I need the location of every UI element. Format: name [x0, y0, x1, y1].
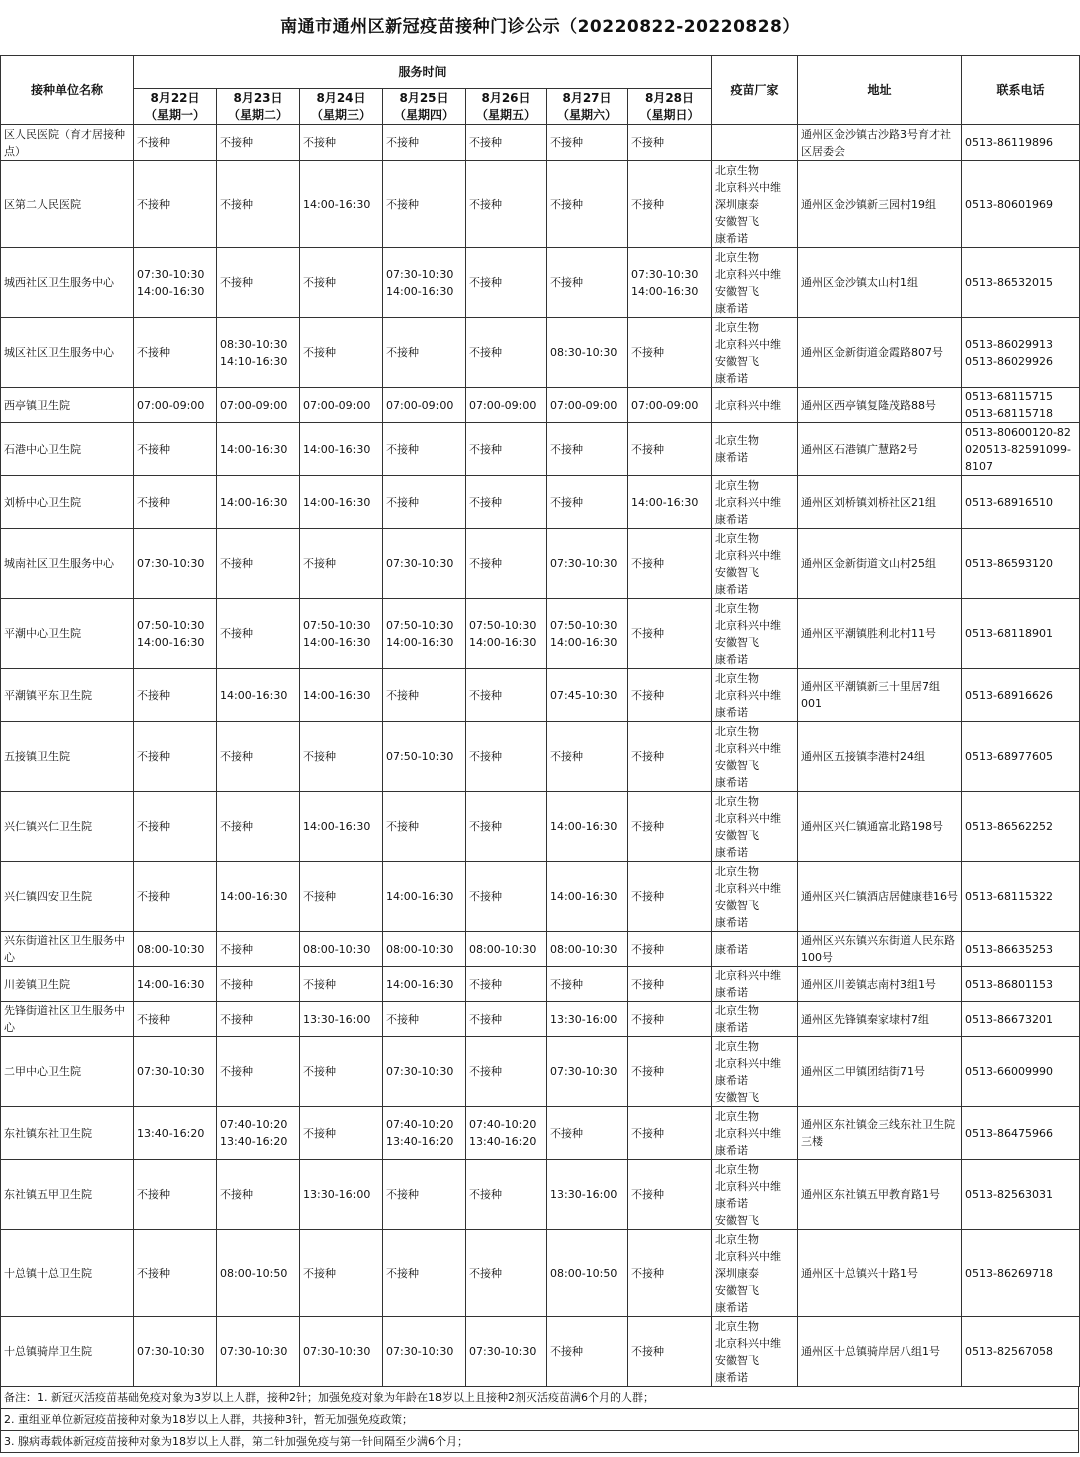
service-time-cell: 不接种: [217, 599, 300, 669]
phone-cell: 0513-66009990: [962, 1037, 1080, 1107]
unit-name: 城西社区卫生服务中心: [1, 248, 134, 318]
table-row: [1, 1107, 1080, 1160]
address-cell: 通州区刘桥镇刘桥社区21组: [798, 476, 962, 529]
table-row: [1, 1160, 1080, 1230]
phone-cell: 0513-80600120-82020513-82591099-8107: [962, 423, 1080, 476]
service-time-cell: 不接种: [547, 722, 628, 792]
unit-name: 城南社区卫生服务中心: [1, 529, 134, 599]
service-time-cell: 不接种: [134, 1002, 217, 1037]
service-time-cell: 07:00-09:00: [300, 388, 383, 423]
service-time-cell: 不接种: [217, 1002, 300, 1037]
service-time-cell: 07:40-10:20 13:40-16:20: [383, 1107, 466, 1160]
service-time-cell: 不接种: [466, 476, 547, 529]
service-time-cell: 不接种: [628, 125, 712, 161]
service-time-cell: 不接种: [134, 722, 217, 792]
header-address: 地址: [798, 56, 962, 125]
schedule-table: [0, 55, 1080, 1387]
service-time-cell: 14:00-16:30: [628, 476, 712, 529]
service-time-cell: 07:00-09:00: [134, 388, 217, 423]
service-time-cell: 不接种: [300, 722, 383, 792]
header-service-time: 服务时间: [134, 56, 712, 89]
table-row: [1, 529, 1080, 599]
service-time-cell: 14:00-16:30: [547, 862, 628, 932]
service-time-cell: 07:00-09:00: [383, 388, 466, 423]
service-time-cell: 不接种: [547, 1107, 628, 1160]
service-time-cell: 14:00-16:30: [217, 423, 300, 476]
service-time-cell: 不接种: [466, 318, 547, 388]
unit-name: 石港中心卫生院: [1, 423, 134, 476]
vendor-cell: 北京生物 北京科兴中维 康希诺 安徽智飞: [712, 1037, 798, 1107]
service-time-cell: 不接种: [466, 1230, 547, 1317]
note-line: 2. 重组亚单位新冠疫苗接种对象为18岁以上人群，共接种3针，暂无加强免疫政策；: [0, 1409, 1079, 1431]
service-time-cell: 不接种: [134, 476, 217, 529]
phone-cell: 0513-82567058: [962, 1317, 1080, 1387]
service-time-cell: 07:45-10:30: [547, 669, 628, 722]
phone-cell: 0513-86119896: [962, 125, 1080, 161]
service-time-cell: 不接种: [134, 862, 217, 932]
day-date: 8月28日: [644, 90, 695, 105]
service-time-cell: 不接种: [466, 1160, 547, 1230]
table-row: [1, 248, 1080, 318]
service-time-cell: 不接种: [300, 1037, 383, 1107]
table-row: [1, 932, 1080, 967]
service-time-cell: 不接种: [300, 248, 383, 318]
vendor-cell: 北京生物 北京科兴中维 安徽智飞 康希诺: [712, 529, 798, 599]
service-time-cell: 不接种: [383, 476, 466, 529]
unit-name: 川姜镇卫生院: [1, 967, 134, 1002]
service-time-cell: 不接种: [134, 423, 217, 476]
service-time-cell: 14:00-16:30: [547, 792, 628, 862]
day-date: 8月23日: [233, 90, 283, 105]
unit-name: 十总镇骑岸卫生院: [1, 1317, 134, 1387]
day-weekday: （星期二）: [227, 107, 288, 122]
service-time-cell: 不接种: [547, 967, 628, 1002]
service-time-cell: 07:00-09:00: [217, 388, 300, 423]
address-cell: 通州区十总镇兴十路1号: [798, 1230, 962, 1317]
address-cell: 通州区先锋镇秦家埭村7组: [798, 1002, 962, 1037]
service-time-cell: 不接种: [383, 792, 466, 862]
service-time-cell: 07:40-10:20 13:40-16:20: [217, 1107, 300, 1160]
phone-cell: 0513-86532015: [962, 248, 1080, 318]
phone-cell: 0513-86475966: [962, 1107, 1080, 1160]
service-time-cell: 07:30-10:30: [466, 1317, 547, 1387]
service-time-cell: 14:00-16:30: [383, 967, 466, 1002]
unit-name: 东社镇东社卫生院: [1, 1107, 134, 1160]
service-time-cell: 13:30-16:00: [547, 1002, 628, 1037]
table-row: [1, 161, 1080, 248]
header-day: [300, 89, 383, 125]
header-day: [466, 89, 547, 125]
phone-cell: 0513-68916510: [962, 476, 1080, 529]
service-time-cell: 07:30-10:30: [134, 529, 217, 599]
day-date: 8月24日: [316, 90, 366, 105]
header-vendor: 疫苗厂家: [712, 56, 798, 125]
day-weekday: （星期三）: [310, 107, 371, 122]
address-cell: 通州区兴东镇兴东街道人民东路100号: [798, 932, 962, 967]
address-cell: 通州区金沙镇古沙路3号育才社区居委会: [798, 125, 962, 161]
service-time-cell: 不接种: [628, 1230, 712, 1317]
service-time-cell: 14:00-16:30: [300, 669, 383, 722]
service-time-cell: 不接种: [466, 1037, 547, 1107]
address-cell: 通州区西亭镇复隆茂路88号: [798, 388, 962, 423]
service-time-cell: 不接种: [466, 792, 547, 862]
service-time-cell: 08:00-10:50: [547, 1230, 628, 1317]
service-time-cell: 不接种: [217, 792, 300, 862]
service-time-cell: 14:00-16:30: [300, 161, 383, 248]
service-time-cell: 07:30-10:30 14:00-16:30: [383, 248, 466, 318]
address-cell: 通州区金沙镇新三园村19组: [798, 161, 962, 248]
service-time-cell: 07:30-10:30: [300, 1317, 383, 1387]
service-time-cell: 不接种: [466, 161, 547, 248]
service-time-cell: 不接种: [628, 932, 712, 967]
service-time-cell: 14:00-16:30: [300, 792, 383, 862]
service-time-cell: 不接种: [217, 932, 300, 967]
service-time-cell: 不接种: [217, 161, 300, 248]
unit-name: 五接镇卫生院: [1, 722, 134, 792]
phone-cell: 0513-82563031: [962, 1160, 1080, 1230]
service-time-cell: 14:00-16:30: [217, 862, 300, 932]
service-time-cell: 不接种: [628, 1037, 712, 1107]
service-time-cell: 不接种: [134, 669, 217, 722]
service-time-cell: 14:00-16:30: [217, 476, 300, 529]
address-cell: 通州区平潮镇胜利北村11号: [798, 599, 962, 669]
address-cell: 通州区东社镇五甲教育路1号: [798, 1160, 962, 1230]
header-unit: 接种单位名称: [1, 56, 134, 125]
table-row: [1, 722, 1080, 792]
phone-cell: 0513-68916626: [962, 669, 1080, 722]
unit-name: 区人民医院（育才居接种点）: [1, 125, 134, 161]
unit-name: 西亭镇卫生院: [1, 388, 134, 423]
service-time-cell: 不接种: [628, 1160, 712, 1230]
day-weekday: （星期一）: [144, 107, 205, 122]
service-time-cell: 不接种: [383, 125, 466, 161]
service-time-cell: 不接种: [134, 1230, 217, 1317]
page-title: 南通市通州区新冠疫苗接种门诊公示（20220822-20220828）: [280, 17, 800, 37]
service-time-cell: 07:50-10:30 14:00-16:30: [466, 599, 547, 669]
day-weekday: （星期日）: [639, 107, 700, 122]
service-time-cell: 不接种: [547, 161, 628, 248]
service-time-cell: 07:30-10:30: [217, 1317, 300, 1387]
service-time-cell: 不接种: [466, 862, 547, 932]
service-time-cell: 不接种: [383, 1230, 466, 1317]
unit-name: 兴仁镇四安卫生院: [1, 862, 134, 932]
service-time-cell: 不接种: [383, 161, 466, 248]
phone-cell: 0513-80601969: [962, 161, 1080, 248]
service-time-cell: 不接种: [217, 1037, 300, 1107]
service-time-cell: 不接种: [134, 161, 217, 248]
table-row: [1, 669, 1080, 722]
vendor-cell: 北京生物 康希诺: [712, 1002, 798, 1037]
service-time-cell: 07:30-10:30 14:00-16:30: [628, 248, 712, 318]
service-time-cell: 不接种: [383, 1160, 466, 1230]
phone-cell: 0513-86673201: [962, 1002, 1080, 1037]
service-time-cell: 不接种: [383, 1002, 466, 1037]
header-day: [134, 89, 217, 125]
service-time-cell: 不接种: [547, 476, 628, 529]
service-time-cell: 不接种: [383, 669, 466, 722]
service-time-cell: 07:40-10:20 13:40-16:20: [466, 1107, 547, 1160]
unit-name: 刘桥中心卫生院: [1, 476, 134, 529]
service-time-cell: 不接种: [300, 1107, 383, 1160]
address-cell: 通州区五接镇李港村24组: [798, 722, 962, 792]
day-date: 8月26日: [481, 90, 531, 105]
table-row: [1, 1037, 1080, 1107]
address-cell: 通州区二甲镇团结街71号: [798, 1037, 962, 1107]
table-row: [1, 1317, 1080, 1387]
service-time-cell: 07:30-10:30: [547, 529, 628, 599]
unit-name: 区第二人民医院: [1, 161, 134, 248]
address-cell: 通州区东社镇金三线东社卫生院三楼: [798, 1107, 962, 1160]
service-time-cell: 不接种: [466, 1002, 547, 1037]
vendor-cell: 北京生物 北京科兴中维 安徽智飞 康希诺: [712, 792, 798, 862]
table-row: [1, 599, 1080, 669]
vendor-cell: 北京生物 北京科兴中维 深圳康泰 安徽智飞 康希诺: [712, 1230, 798, 1317]
service-time-cell: 不接种: [300, 529, 383, 599]
service-time-cell: 07:30-10:30: [547, 1037, 628, 1107]
vendor-cell: [712, 125, 798, 161]
address-cell: 通州区平潮镇新三十里居7组001: [798, 669, 962, 722]
vendor-cell: 北京生物 北京科兴中维 康希诺 安徽智飞: [712, 1160, 798, 1230]
address-cell: 通州区金新街道金霞路807号: [798, 318, 962, 388]
service-time-cell: 不接种: [300, 1230, 383, 1317]
phone-cell: 0513-86593120: [962, 529, 1080, 599]
service-time-cell: 13:30-16:00: [300, 1160, 383, 1230]
vendor-cell: 北京生物 北京科兴中维 康希诺: [712, 669, 798, 722]
service-time-cell: 13:30-16:00: [300, 1002, 383, 1037]
unit-name: 平潮镇平东卫生院: [1, 669, 134, 722]
table-row: [1, 1002, 1080, 1037]
service-time-cell: 07:50-10:30 14:00-16:30: [383, 599, 466, 669]
service-time-cell: 不接种: [466, 125, 547, 161]
service-time-cell: 不接种: [217, 967, 300, 1002]
service-time-cell: 不接种: [300, 125, 383, 161]
day-date: 8月27日: [562, 90, 612, 105]
service-time-cell: 08:30-10:30 14:10-16:30: [217, 318, 300, 388]
service-time-cell: 07:00-09:00: [628, 388, 712, 423]
service-time-cell: 不接种: [628, 792, 712, 862]
service-time-cell: 不接种: [217, 1160, 300, 1230]
service-time-cell: 不接种: [547, 1317, 628, 1387]
note-line: 3. 腺病毒载体新冠疫苗接种对象为18岁以上人群，第二针加强免疫与第一针间隔至少满6个月；: [0, 1431, 1079, 1453]
service-time-cell: 07:30-10:30: [134, 1037, 217, 1107]
service-time-cell: 不接种: [383, 423, 466, 476]
vendor-cell: 北京生物 北京科兴中维 安徽智飞 康希诺: [712, 862, 798, 932]
header-phone: 联系电话: [962, 56, 1080, 125]
address-cell: 通州区金新街道文山村25组: [798, 529, 962, 599]
service-time-cell: 不接种: [547, 248, 628, 318]
service-time-cell: 13:40-16:20: [134, 1107, 217, 1160]
vendor-cell: 北京科兴中维 康希诺: [712, 967, 798, 1002]
table-row: [1, 792, 1080, 862]
service-time-cell: 14:00-16:30: [217, 669, 300, 722]
service-time-cell: 不接种: [466, 248, 547, 318]
table-row: [1, 862, 1080, 932]
table-row: [1, 1230, 1080, 1317]
address-cell: 通州区石港镇广慧路2号: [798, 423, 962, 476]
phone-cell: 0513-68115322: [962, 862, 1080, 932]
vendor-cell: 北京生物 康希诺: [712, 423, 798, 476]
service-time-cell: 07:30-10:30: [383, 1317, 466, 1387]
service-time-cell: 不接种: [217, 125, 300, 161]
service-time-cell: 14:00-16:30: [300, 423, 383, 476]
unit-name: 平潮中心卫生院: [1, 599, 134, 669]
service-time-cell: 08:00-10:30: [300, 932, 383, 967]
table-row: [1, 125, 1080, 161]
service-time-cell: 07:00-09:00: [547, 388, 628, 423]
address-cell: 通州区十总镇骑岸居八组1号: [798, 1317, 962, 1387]
address-cell: 通州区兴仁镇酒店居健康巷16号: [798, 862, 962, 932]
unit-name: 先锋街道社区卫生服务中心: [1, 1002, 134, 1037]
service-time-cell: 07:50-10:30 14:00-16:30: [134, 599, 217, 669]
service-time-cell: 不接种: [628, 529, 712, 599]
phone-cell: 0513-86562252: [962, 792, 1080, 862]
service-time-cell: 不接种: [134, 318, 217, 388]
service-time-cell: 不接种: [547, 125, 628, 161]
vendor-cell: 北京生物 北京科兴中维 安徽智飞 康希诺: [712, 599, 798, 669]
service-time-cell: 不接种: [628, 862, 712, 932]
service-time-cell: 07:30-10:30: [383, 529, 466, 599]
phone-cell: 0513-86635253: [962, 932, 1080, 967]
table-row: [1, 423, 1080, 476]
service-time-cell: 不接种: [628, 599, 712, 669]
phone-cell: 0513-68115715 0513-68115718: [962, 388, 1080, 423]
phone-cell: 0513-68977605: [962, 722, 1080, 792]
service-time-cell: 不接种: [628, 1317, 712, 1387]
day-weekday: （星期四）: [393, 107, 454, 122]
service-time-cell: 不接种: [628, 1002, 712, 1037]
phone-cell: 0513-86801153: [962, 967, 1080, 1002]
service-time-cell: 14:00-16:30: [300, 476, 383, 529]
service-time-cell: 不接种: [300, 862, 383, 932]
header-day: [217, 89, 300, 125]
day-date: 8月25日: [399, 90, 449, 105]
service-time-cell: 不接种: [300, 318, 383, 388]
service-time-cell: 不接种: [628, 161, 712, 248]
service-time-cell: 08:00-10:50: [217, 1230, 300, 1317]
service-time-cell: 不接种: [628, 423, 712, 476]
service-time-cell: 07:30-10:30 14:00-16:30: [134, 248, 217, 318]
vendor-cell: 北京生物 北京科兴中维 安徽智飞 康希诺: [712, 722, 798, 792]
service-time-cell: 不接种: [628, 967, 712, 1002]
service-time-cell: 不接种: [466, 423, 547, 476]
service-time-cell: 07:30-10:30: [383, 1037, 466, 1107]
service-time-cell: 不接种: [217, 722, 300, 792]
service-time-cell: 08:00-10:30: [134, 932, 217, 967]
table-row: [1, 318, 1080, 388]
service-time-cell: 不接种: [628, 722, 712, 792]
service-time-cell: 不接种: [466, 669, 547, 722]
address-cell: 通州区川姜镇志南村3组1号: [798, 967, 962, 1002]
vendor-cell: 北京生物 北京科兴中维 安徽智飞 康希诺: [712, 318, 798, 388]
service-time-cell: 07:50-10:30 14:00-16:30: [547, 599, 628, 669]
service-time-cell: 不接种: [383, 318, 466, 388]
service-time-cell: 不接种: [466, 529, 547, 599]
vendor-cell: 北京生物 北京科兴中维 安徽智飞 康希诺: [712, 1317, 798, 1387]
service-time-cell: 不接种: [547, 423, 628, 476]
service-time-cell: 07:30-10:30: [134, 1317, 217, 1387]
vendor-cell: 康希诺: [712, 932, 798, 967]
service-time-cell: 08:00-10:30: [383, 932, 466, 967]
service-time-cell: 14:00-16:30: [134, 967, 217, 1002]
service-time-cell: 不接种: [300, 967, 383, 1002]
service-time-cell: 不接种: [466, 967, 547, 1002]
service-time-cell: 07:50-10:30 14:00-16:30: [300, 599, 383, 669]
service-time-cell: 08:00-10:30: [547, 932, 628, 967]
service-time-cell: 不接种: [217, 248, 300, 318]
vendor-cell: 北京生物 北京科兴中维 康希诺: [712, 476, 798, 529]
unit-name: 兴东街道社区卫生服务中心: [1, 932, 134, 967]
service-time-cell: 13:30-16:00: [547, 1160, 628, 1230]
header-day: [628, 89, 712, 125]
day-weekday: （星期六）: [556, 107, 617, 122]
service-time-cell: 14:00-16:30: [383, 862, 466, 932]
phone-cell: 0513-86269718: [962, 1230, 1080, 1317]
service-time-cell: 不接种: [217, 529, 300, 599]
service-time-cell: 08:00-10:30: [466, 932, 547, 967]
service-time-cell: 07:00-09:00: [466, 388, 547, 423]
service-time-cell: 不接种: [628, 669, 712, 722]
address-cell: 通州区金沙镇太山村1组: [798, 248, 962, 318]
unit-name: 东社镇五甲卫生院: [1, 1160, 134, 1230]
vendor-cell: 北京生物 北京科兴中维 深圳康泰 安徽智飞 康希诺: [712, 161, 798, 248]
header-day: [547, 89, 628, 125]
header-day: [383, 89, 466, 125]
vendor-cell: 北京生物 北京科兴中维 安徽智飞 康希诺: [712, 248, 798, 318]
service-time-cell: 08:30-10:30: [547, 318, 628, 388]
table-row: [1, 967, 1080, 1002]
service-time-cell: 07:50-10:30: [383, 722, 466, 792]
note-line: 备注：1. 新冠灭活疫苗基础免疫对象为3岁以上人群，接种2针；加强免疫对象为年龄在18岁以上且接种2剂灭活疫苗满6个月的人群；: [0, 1387, 1079, 1409]
notes: [0, 1387, 1079, 1453]
service-time-cell: 不接种: [628, 318, 712, 388]
address-cell: 通州区兴仁镇通富北路198号: [798, 792, 962, 862]
service-time-cell: 不接种: [134, 125, 217, 161]
phone-cell: 0513-68118901: [962, 599, 1080, 669]
unit-name: 二甲中心卫生院: [1, 1037, 134, 1107]
table-row: [1, 388, 1080, 423]
service-time-cell: 不接种: [134, 792, 217, 862]
day-date: 8月22日: [150, 90, 200, 105]
vendor-cell: 北京科兴中维: [712, 388, 798, 423]
day-weekday: （星期五）: [475, 107, 536, 122]
phone-cell: 0513-86029913 0513-86029926: [962, 318, 1080, 388]
service-time-cell: 不接种: [134, 1160, 217, 1230]
unit-name: 兴仁镇兴仁卫生院: [1, 792, 134, 862]
service-time-cell: 不接种: [466, 722, 547, 792]
service-time-cell: 不接种: [628, 1107, 712, 1160]
unit-name: 城区社区卫生服务中心: [1, 318, 134, 388]
table-row: [1, 476, 1080, 529]
unit-name: 十总镇十总卫生院: [1, 1230, 134, 1317]
vendor-cell: 北京生物 北京科兴中维 康希诺: [712, 1107, 798, 1160]
